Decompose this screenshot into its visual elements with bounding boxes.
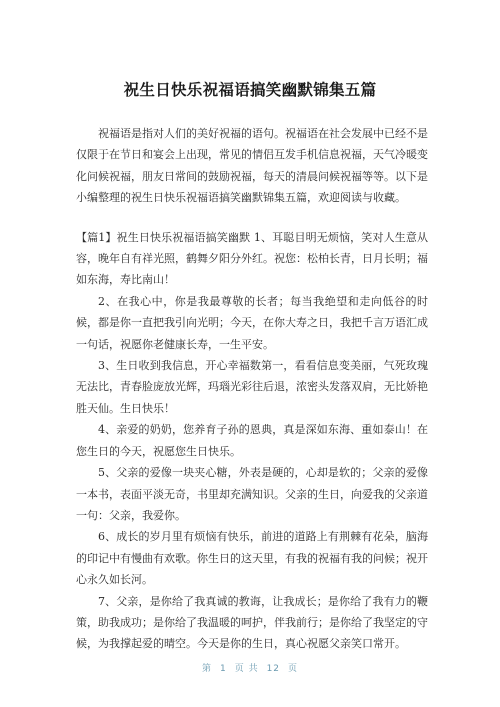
section-1-paragraph: 【篇1】祝生日快乐祝福语搞笑幽默 1、耳聪目明无烦恼，笑对人生意从容，晚年自有祥光照，鹤舞夕阳分外红。祝您：松柏长青，日月长明；福如东海，寿比南山！ xyxy=(76,230,428,287)
paragraph-2: 2、在我心中，你是我最尊敬的长者；每当我绝望和走向低谷的时候，都是你一直把我引向光明；今天，在你大寿之日，我把千言万语汇成一句话，祝愿你老健康长寿，一生平安。 xyxy=(76,294,428,351)
intro-paragraph: 祝福语是指对人们的美好祝福的语句。祝福语在社会发展中已经不是仅限于在节日和宴会上出现，常见的情侣互发手机信息祝福，天气冷暖变化问候祝福，朋友日常间的鼓励祝福，每天的清晨问候祝福等等。以下是小编整理的祝生日快乐祝福语搞笑幽默锦集五篇，欢迎阅读与收藏。 xyxy=(76,127,428,205)
paragraph-3: 3、生日收到我信息，开心幸福数第一，看看信息变美丽，气死玫瑰无法比，青春脸庞放光辉，玛瑙光彩往后退，浓密头发落双肩，无比娇艳胜天仙。生日快乐！ xyxy=(76,359,428,415)
paragraph-6: 6、成长的岁月里有烦恼有快乐，前进的道路上有荆棘有花朵，脑海的印记中有慢曲有欢歌。你生日的这天里，有我的祝福有我的问候；祝开心永久如长河。 xyxy=(76,530,428,587)
document-title: 祝生日快乐祝福语搞笑幽默锦集五篇 xyxy=(123,81,377,99)
footer-middle: 页 共 xyxy=(234,664,259,674)
paragraph-5: 5、父亲的爱像一块夹心糖，外表是硬的，心却是软的；父亲的爱像一本书，表面平淡无奇，书里却充满知识。父亲的生日，向爱我的父亲道一句：父亲，我爱你。 xyxy=(76,466,428,522)
footer-page-number: 1 xyxy=(219,664,227,674)
paragraph-7: 7、父亲，是你给了我真诚的教诲，让我成长；是你给了我有力的鞭策，助我成功；是你给了我温暖的呵护，伴我前行；是你给了我坚定的守候，为我撑起爱的晴空。今天是你的生日，真心祝愿父亲笑口常开。 xyxy=(76,594,428,651)
footer-prefix: 第 xyxy=(201,664,212,674)
document-body xyxy=(76,123,428,655)
footer-total-pages: 12 xyxy=(266,664,281,674)
paragraph-4: 4、亲爱的奶奶，您养育子孙的恩典，真是深如东海、重如泰山！在您生日的今天，祝愿您生日快乐。 xyxy=(76,423,428,458)
footer-suffix: 页 xyxy=(288,664,299,674)
page-footer xyxy=(0,661,500,674)
